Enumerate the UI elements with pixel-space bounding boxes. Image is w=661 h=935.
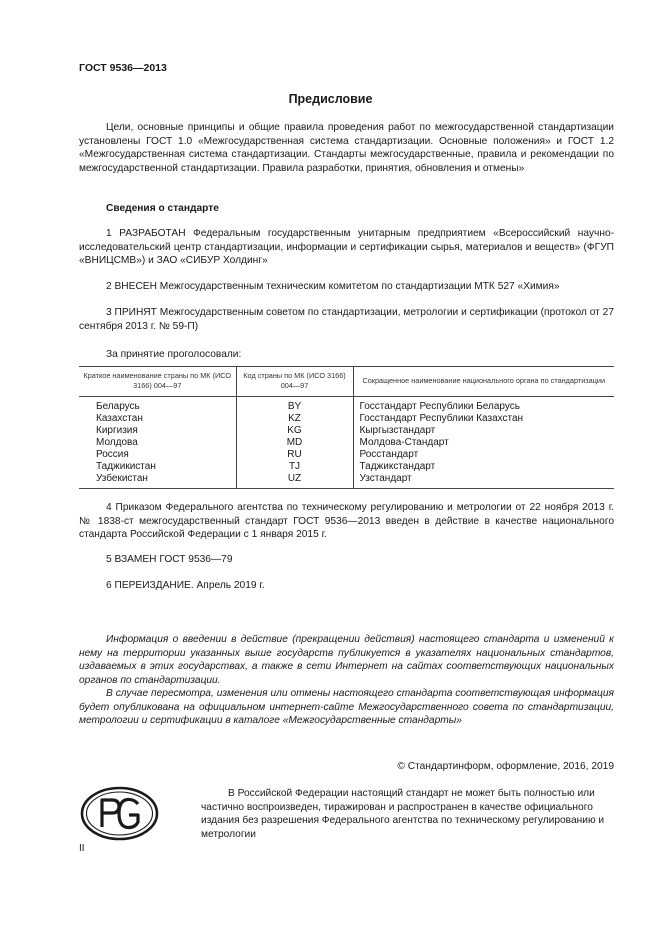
- country-code: MD: [236, 437, 353, 449]
- country-name: Киргизия: [96, 425, 138, 436]
- standards-body: Узстандарт: [353, 473, 614, 489]
- voted-label: За принятие проголосовали:: [106, 349, 242, 360]
- intro-text: Цели, основные принципы и общие правила проведения работ по межгосударственной стандартизации установлены ГОСТ 1.0 «Межгосударственная система стандартизации. Основные положения» и ГОСТ 1.2 «Межгосударственная система стандартизации. Стандарты межгосударственные, правила и рекомендации по межгосударственной стандартизации. Правила разработки, принятия, обновления и отмены»: [79, 122, 614, 174]
- item-1: [79, 227, 614, 268]
- page-title: Предисловие: [288, 92, 373, 106]
- page-number: II: [79, 843, 85, 854]
- table-header-body: Сокращенное наименование национального органа по стандартизации: [353, 367, 614, 397]
- item-6: [79, 579, 614, 593]
- standards-body: Кыргызстандарт: [359, 425, 436, 436]
- info-paragraph-1: Информация о введении в действие (прекращении действия) настоящего стандарта и изменений к нему на территории указанных выше государств публикуется в указателях национальных стандартов, издаваемых в этих государствах, а также в сети Интернет на сайтах соответствующих национальных органов по стандартизации.: [79, 634, 614, 686]
- table-row: [79, 461, 614, 473]
- standard-designation: ГОСТ 9536—2013: [79, 62, 167, 74]
- rst-logo-icon: [80, 786, 159, 841]
- item-5: [79, 553, 614, 567]
- info-block: [79, 633, 614, 728]
- country-code: KG: [236, 425, 353, 437]
- country-code: RU: [236, 449, 353, 461]
- country-code: UZ: [236, 473, 353, 489]
- copyright-notice-text: В Российской Федерации настоящий стандарт не может быть полностью или частично воспроизведен, тиражирован и распространен в качестве официального издания без разрешения Федерального агентства по техническому регулированию и метрологии: [201, 788, 605, 840]
- table-header-country: Краткое наименование страны по МК (ИСО 3166) 004—97: [79, 367, 236, 397]
- country-name: Молдова: [96, 437, 138, 448]
- section-subtitle: Сведения о стандарте: [106, 203, 219, 214]
- standards-body: Госстандарт Республики Казахстан: [359, 413, 524, 424]
- table-header-code: Код страны по МК (ИСО 3166) 004—97: [236, 367, 353, 397]
- standards-body: Госстандарт Республики Беларусь: [359, 401, 520, 412]
- country-name: Беларусь: [96, 401, 140, 412]
- country-name: Казахстан: [96, 413, 143, 424]
- item-1-text: 1 РАЗРАБОТАН Федеральным государственным унитарным предприятием «Всероссийский научно-исследовательский центр стандартизации, информации и сертификации сырья, материалов и веществ» (ФГУП «ВНИЦСМВ») и ЗАО «СИБУР Холдинг»: [79, 228, 614, 267]
- item-3: [79, 306, 614, 333]
- intro-paragraph: [79, 121, 614, 175]
- table-row: [79, 397, 614, 414]
- table-row: [79, 473, 614, 489]
- item-4-text: 4 Приказом Федерального агентства по техническому регулированию и метрологии от 22 ноября 2013 г. № 1838-ст межгосударственный стандарт ГОСТ 9536—2013 введен в действие в качестве национального стандарта Российской Федерации с 1 января 2015 г.: [79, 502, 614, 541]
- country-code: TJ: [236, 461, 353, 473]
- standards-body: Таджикстандарт: [359, 461, 436, 472]
- item-2-text: 2 ВНЕСЕН Межгосударственным техническим комитетом по стандартизации МТК 527 «Химия»: [106, 281, 560, 292]
- copyright-notice: [201, 787, 615, 841]
- table-row: [79, 437, 614, 449]
- table-row: [79, 413, 614, 425]
- item-6-text: 6 ПЕРЕИЗДАНИЕ. Апрель 2019 г.: [106, 580, 265, 591]
- info-paragraph-2: В случае пересмотра, изменения или отмены настоящего стандарта соответствующая информация будет опубликована на официальном интернет-сайте Межгосударственного совета по стандартизации, метрологии и сертификации в каталоге «Межгосударственные стандарты»: [79, 688, 614, 726]
- country-code: BY: [236, 397, 353, 414]
- country-name: Таджикистан: [96, 461, 156, 472]
- item-5-text: 5 ВЗАМЕН ГОСТ 9536—79: [106, 554, 233, 565]
- item-4: [79, 501, 614, 542]
- standards-body: Молдова-Стандарт: [359, 437, 449, 448]
- item-3-text: 3 ПРИНЯТ Межгосударственным советом по стандартизации, метрологии и сертификации (протокол от 27 сентября 2013 г. № 59-П): [79, 307, 614, 332]
- standards-body: Росстандарт: [359, 449, 419, 460]
- table-row: [79, 449, 614, 461]
- table-row: [79, 425, 614, 437]
- item-2: [79, 280, 614, 294]
- countries-table: [79, 366, 614, 489]
- country-code: KZ: [236, 413, 353, 425]
- table-header-row: [79, 367, 614, 397]
- country-name: Узбекистан: [79, 473, 236, 489]
- copyright-line: © Стандартинформ, оформление, 2016, 2019: [397, 761, 614, 772]
- country-name: Россия: [96, 449, 129, 460]
